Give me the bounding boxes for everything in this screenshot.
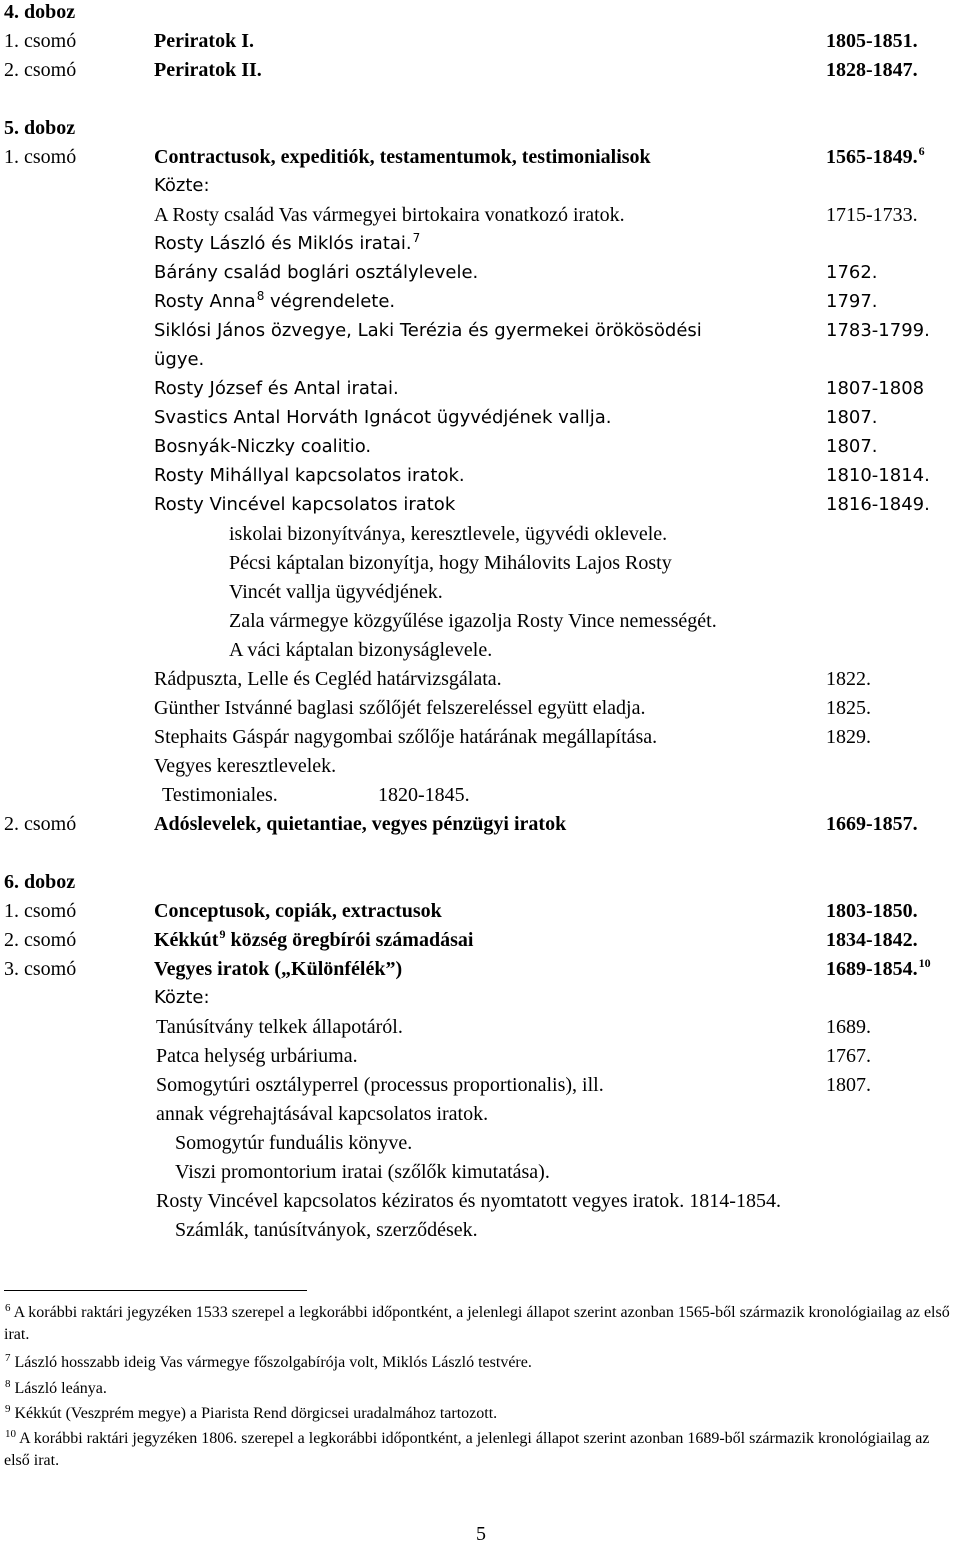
line-text: Pécsi káptalan bizonyítja, hogy Mihálovits Lajos Rosty xyxy=(229,552,672,574)
line-text: Periratok I. xyxy=(154,30,254,52)
inventory-line xyxy=(154,464,465,488)
line-text: Vincét vallja ügyvédjének. xyxy=(229,581,443,603)
line-text: A Rosty család Vas vármegyei birtokaira vonatkozó iratok. xyxy=(154,204,625,226)
line-text: 1807. xyxy=(826,436,878,457)
inventory-line xyxy=(154,957,402,981)
inventory-line xyxy=(826,928,918,952)
line-text: 1828-1847. xyxy=(826,59,918,81)
inventory-line xyxy=(4,116,75,140)
line-text: 2. csomó xyxy=(4,813,77,835)
inventory-line xyxy=(826,145,925,169)
line-text: 1807-1808 xyxy=(826,378,925,399)
footnote-text: László leánya. xyxy=(10,1380,107,1397)
line-text: 1807. xyxy=(826,1074,871,1096)
inventory-line xyxy=(156,1044,358,1068)
inventory-line xyxy=(154,493,455,517)
line-text: 2. csomó xyxy=(4,59,77,81)
line-text: 1669-1857. xyxy=(826,813,918,835)
inventory-line xyxy=(154,435,371,459)
inventory-line xyxy=(156,1015,403,1039)
footnote-number: 7 xyxy=(5,1352,11,1364)
footnote-text: A korábbi raktári jegyzéken 1806. szerepel a legkorábbi időpontként, a jelenlegi állapot szerint azonban 1689-ből származik kronológiailag az első irat. xyxy=(4,1430,930,1469)
line-text: Számlák, tanúsítványok, szerződések. xyxy=(175,1219,478,1241)
inventory-line xyxy=(154,928,473,952)
inventory-line xyxy=(826,899,918,923)
inventory-line xyxy=(826,493,930,517)
inventory-line xyxy=(154,899,442,923)
line-text: 1783-1799. xyxy=(826,320,930,341)
inventory-line xyxy=(154,174,210,198)
inventory-line xyxy=(154,145,651,169)
line-text: Somogytúri osztályperrel (processus proportionalis), ill. xyxy=(156,1074,604,1096)
footnote-number: 6 xyxy=(5,1302,11,1314)
line-text: Somogytúr funduális könyve. xyxy=(175,1132,413,1154)
inventory-line xyxy=(154,232,420,256)
line-text: Günther Istvánné baglasi szőlőjét felszereléssel együtt eladja. xyxy=(154,697,646,719)
footnote-number: 8 xyxy=(5,1378,11,1390)
inventory-line xyxy=(154,348,204,372)
line-text: Siklósi János özvegye, Laki Terézia és gyermekei örökösödési xyxy=(154,320,702,341)
inventory-line xyxy=(154,203,625,227)
inventory-line xyxy=(826,377,924,401)
inventory-line xyxy=(154,29,254,53)
line-text: Rádpuszta, Lelle és Cegléd határvizsgálata. xyxy=(154,668,502,690)
inventory-line xyxy=(826,406,878,430)
inventory-line xyxy=(4,899,76,923)
footnote xyxy=(4,1428,954,1472)
line-text: Rosty Vincével kapcsolatos kéziratos és nyomtatott vegyes iratok. 1814-1854. xyxy=(156,1190,781,1212)
footnote-text: Kékkút (Veszprém megye) a Piarista Rend dörgicsei uradalmához tartozott. xyxy=(10,1405,498,1422)
line-text: 1767. xyxy=(826,1045,871,1067)
inventory-line xyxy=(826,203,918,227)
line-text: 4. doboz xyxy=(4,1,76,23)
inventory-line xyxy=(154,725,657,749)
footnote xyxy=(4,1403,954,1425)
inventory-line xyxy=(154,377,399,401)
line-text: iskolai bizonyítványa, keresztlevele, ügyvédi oklevele. xyxy=(229,523,668,545)
inventory-line xyxy=(378,783,470,807)
line-text: 1810-1814. xyxy=(826,465,930,486)
line-text: Rosty József és Antal iratai. xyxy=(154,378,399,399)
inventory-line xyxy=(229,638,492,662)
line-text: 1565-1849. xyxy=(826,146,918,168)
line-text: 1820-1845. xyxy=(378,784,470,806)
footnote-number: 10 xyxy=(5,1428,16,1440)
line-text: Kékkút xyxy=(154,929,219,951)
inventory-line xyxy=(4,928,76,952)
line-text: annak végrehajtásával kapcsolatos iratok. xyxy=(156,1103,489,1125)
line-text: Vegyes keresztlevelek. xyxy=(154,755,337,777)
line-text: Conceptusok, copiák, extractusok xyxy=(154,900,442,922)
inventory-line xyxy=(156,1189,781,1213)
line-text: 5. doboz xyxy=(4,117,76,139)
inventory-line xyxy=(175,1131,412,1155)
line-text: Zala vármegye közgyűlése igazolja Rosty Vince nemességét. xyxy=(229,610,717,632)
inventory-line xyxy=(156,1073,604,1097)
line-text-continued: végrendelete. xyxy=(264,291,396,312)
line-text: Adóslevelek, quietantiae, vegyes pénzügyi iratok xyxy=(154,813,567,835)
line-text: Rosty Mihállyal kapcsolatos iratok. xyxy=(154,465,465,486)
footnote xyxy=(4,1302,954,1346)
footnote-text: László hosszabb ideig Vas vármegye főszolgabírója volt, Miklós László testvére. xyxy=(10,1354,532,1371)
inventory-line xyxy=(826,319,930,343)
inventory-line xyxy=(826,464,930,488)
line-text: Stephaits Gáspár nagygombai szőlője határának megállapítása. xyxy=(154,726,658,748)
line-text: 1803-1850. xyxy=(826,900,918,922)
line-text: 1825. xyxy=(826,697,871,719)
line-text: 1816-1849. xyxy=(826,494,930,515)
line-text: Testimoniales. xyxy=(162,784,278,806)
line-text: 1715-1733. xyxy=(826,204,918,226)
inventory-line xyxy=(826,58,918,82)
footnote-marker: 7 xyxy=(412,231,421,245)
inventory-line xyxy=(154,986,210,1010)
line-text: 2. csomó xyxy=(4,929,77,951)
line-text: 1. csomó xyxy=(4,30,77,52)
footnote xyxy=(4,1352,954,1374)
inventory-line xyxy=(154,754,336,778)
line-text: Contractusok, expeditiók, testamentumok, testimonialisok xyxy=(154,146,651,168)
inventory-line xyxy=(175,1218,478,1242)
line-text: Svastics Antal Horváth Ignácot ügyvédjének vallja. xyxy=(154,407,612,428)
inventory-line xyxy=(826,725,871,749)
inventory-line xyxy=(826,812,918,836)
line-text: Periratok II. xyxy=(154,59,262,81)
line-text: Rosty Anna xyxy=(154,291,256,312)
line-text: Bosnyák-Niczky coalitio. xyxy=(154,436,372,457)
inventory-line xyxy=(826,957,931,981)
line-text: Tanúsítvány telkek állapotáról. xyxy=(156,1016,403,1038)
inventory-line xyxy=(175,1160,550,1184)
inventory-line xyxy=(229,522,667,546)
footnote-marker: 10 xyxy=(918,956,931,970)
inventory-line xyxy=(162,783,278,807)
line-text: A váci káptalan bizonyságlevele. xyxy=(229,639,493,661)
line-text-continued: község öregbírói számadásai xyxy=(225,929,474,951)
inventory-line xyxy=(229,580,443,604)
inventory-line xyxy=(826,667,871,691)
line-text: Közte: xyxy=(154,987,210,1008)
line-text: 1829. xyxy=(826,726,871,748)
line-text: Patca helység urbáriuma. xyxy=(156,1045,358,1067)
line-text: 1807. xyxy=(826,407,878,428)
line-text: 1762. xyxy=(826,262,878,283)
inventory-line xyxy=(826,696,871,720)
line-text: ügye. xyxy=(154,349,205,370)
inventory-line xyxy=(154,290,395,314)
inventory-line xyxy=(4,812,76,836)
line-text: 1689. xyxy=(826,1016,871,1038)
inventory-line xyxy=(4,145,76,169)
footnote-marker: 9 xyxy=(219,927,226,941)
inventory-line xyxy=(826,435,878,459)
inventory-line xyxy=(826,1015,871,1039)
line-text: 1797. xyxy=(826,291,878,312)
footnote xyxy=(4,1378,954,1400)
line-text: 3. csomó xyxy=(4,958,77,980)
footnote-number: 9 xyxy=(5,1403,11,1415)
line-text: Viszi promontorium iratai (szőlők kimutatása). xyxy=(175,1161,550,1183)
line-text: Vegyes iratok („Különfélék”) xyxy=(154,958,403,980)
line-text: 1. csomó xyxy=(4,900,77,922)
inventory-line xyxy=(826,261,878,285)
inventory-line xyxy=(229,609,717,633)
inventory-line xyxy=(4,29,76,53)
inventory-line xyxy=(826,1073,871,1097)
line-text: 1. csomó xyxy=(4,146,77,168)
line-text: 1834-1842. xyxy=(826,929,918,951)
inventory-line xyxy=(4,870,75,894)
line-text: 6. doboz xyxy=(4,871,76,893)
line-text: 1689-1854. xyxy=(826,958,918,980)
inventory-line xyxy=(826,290,878,314)
inventory-line xyxy=(154,667,502,691)
line-text: Bárány család boglári osztálylevele. xyxy=(154,262,479,283)
inventory-line xyxy=(154,406,612,430)
inventory-line xyxy=(154,58,262,82)
footnote-separator xyxy=(4,1290,307,1291)
inventory-line xyxy=(154,696,645,720)
inventory-line xyxy=(4,0,75,24)
line-text: 1805-1851. xyxy=(826,30,918,52)
inventory-line xyxy=(154,319,702,343)
footnote-marker: 8 xyxy=(256,289,265,303)
inventory-line xyxy=(156,1102,488,1126)
inventory-line xyxy=(154,812,566,836)
inventory-line xyxy=(826,29,918,53)
footnote-text: A korábbi raktári jegyzéken 1533 szerepel a legkorábbi időpontként, a jelenlegi állapot szerint azonban 1565-ből származik kronológiailag az első irat. xyxy=(4,1304,950,1343)
inventory-line xyxy=(229,551,672,575)
line-text: 1822. xyxy=(826,668,871,690)
inventory-line xyxy=(154,261,478,285)
line-text: Rosty Vincével kapcsolatos iratok xyxy=(154,494,456,515)
inventory-line xyxy=(826,1044,871,1068)
inventory-line xyxy=(4,58,76,82)
page-number: 5 xyxy=(476,1523,486,1545)
line-text: Közte: xyxy=(154,175,210,196)
footnote-marker: 6 xyxy=(918,144,925,158)
line-text: Rosty László és Miklós iratai. xyxy=(154,233,412,254)
inventory-line xyxy=(4,957,76,981)
